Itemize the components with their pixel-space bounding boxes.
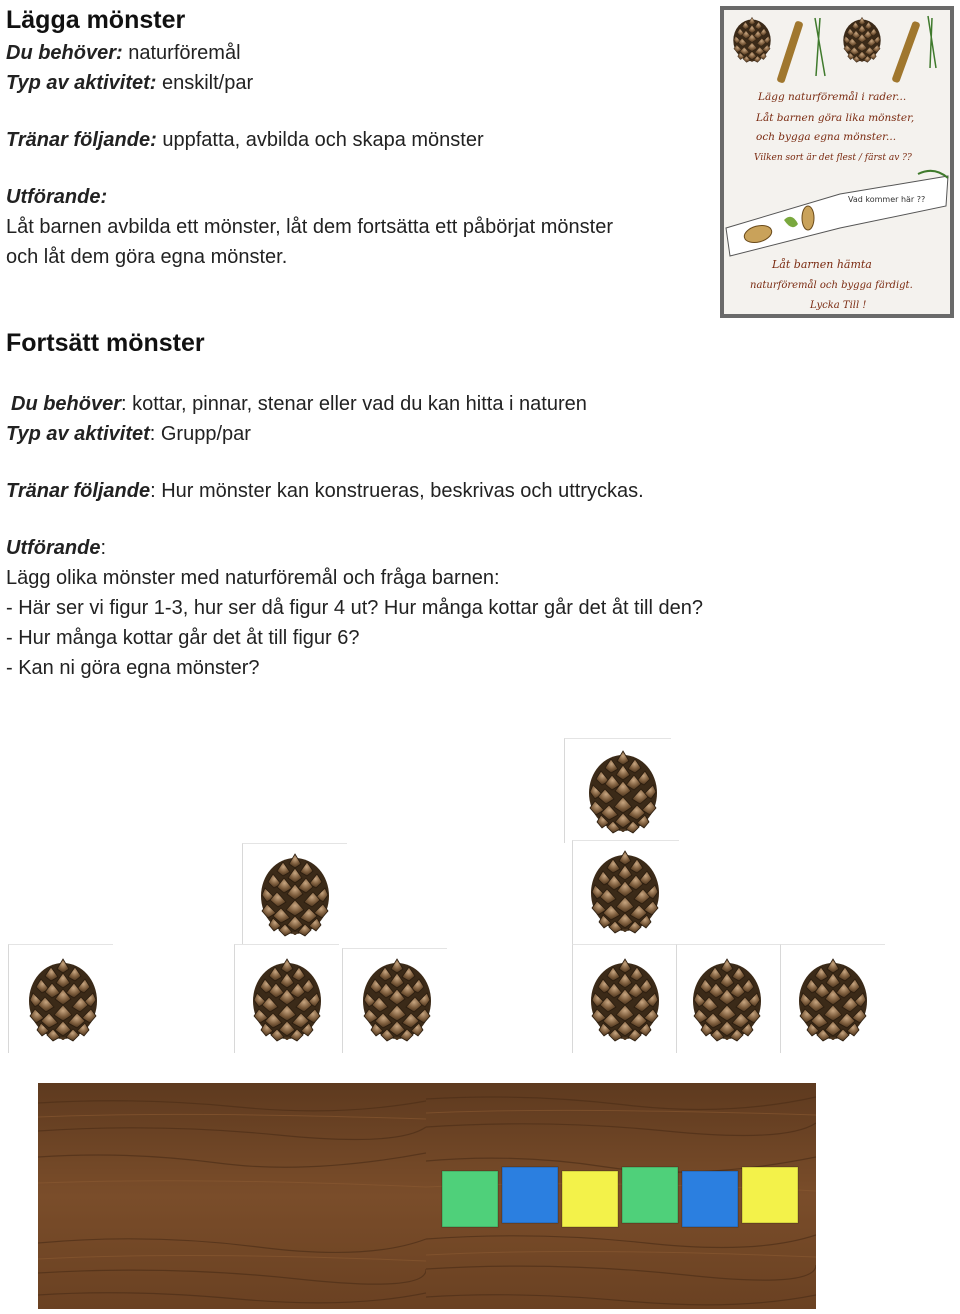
trains-value: uppfatta, avbilda och skapa mönster xyxy=(156,129,484,151)
pine-cone-icon xyxy=(255,848,335,940)
section2-trains xyxy=(6,476,644,506)
poster-line-4: Vilken sort är det flest / färst av ?? xyxy=(754,153,912,163)
cone-card xyxy=(572,944,677,1053)
trains-value: : Hur mönster kan konstrueras, beskrivas och uttryckas. xyxy=(150,480,644,502)
section1-exec-line: Låt barnen avbilda ett mönster, låt dem fortsätta ett påbörjat mönster xyxy=(6,216,614,238)
type-value: : Grupp/par xyxy=(149,423,251,445)
section2-exec-line: Lägg olika mönster med naturföremål och fråga barnen: xyxy=(6,567,500,589)
activity-poster-image xyxy=(720,6,954,318)
section2-needs xyxy=(11,389,587,419)
trains-label: Tränar följande xyxy=(6,480,151,502)
section2-exec-line: - Hur många kottar går det åt till figur 6? xyxy=(6,627,360,649)
section1-type xyxy=(6,68,253,98)
needs-label: Du behöver xyxy=(11,393,122,415)
section2-exec-label: Utförande: xyxy=(6,537,107,559)
poster-line-8: Lycka Till ! xyxy=(810,300,867,311)
cone-card xyxy=(676,944,781,1053)
section2-type xyxy=(6,419,251,449)
poster-line-6: Låt barnen hämta xyxy=(772,258,872,271)
pine-cone-icon xyxy=(687,953,767,1045)
type-label: Typ av aktivitet: xyxy=(6,72,157,94)
type-value: enskilt/par xyxy=(156,72,254,94)
pine-cone-icon xyxy=(247,953,327,1045)
needs-label: Du behöver: xyxy=(6,42,123,64)
cone-card xyxy=(780,944,885,1053)
tile-pattern-photo-left xyxy=(38,1083,426,1309)
section2-exec-line: - Här ser vi figur 1-3, hur ser då figur 4 ut? Hur många kottar går det åt till den? xyxy=(6,597,703,619)
section1-trains xyxy=(6,125,484,155)
section1-exec-line: och låt dem göra egna mönster. xyxy=(6,246,288,268)
needs-value: naturföremål xyxy=(122,42,241,64)
cone-card xyxy=(8,944,113,1053)
tile-yellow xyxy=(742,1167,798,1223)
pine-cone-icon xyxy=(585,845,665,937)
tile-blue xyxy=(682,1171,738,1227)
tile-green xyxy=(622,1167,678,1223)
cone-card xyxy=(242,843,347,944)
poster-line-5: Vad kommer här ?? xyxy=(848,195,926,204)
pine-cone-icon xyxy=(793,953,873,1045)
cone-card xyxy=(342,948,447,1053)
cone-card xyxy=(234,944,339,1053)
poster-line-3: och bygga egna mönster... xyxy=(756,131,897,143)
pine-cone-icon xyxy=(23,953,103,1045)
section1-needs xyxy=(6,38,241,68)
pine-cone-icon xyxy=(583,745,663,837)
type-label: Typ av aktivitet xyxy=(6,423,150,445)
tile-yellow xyxy=(562,1171,618,1227)
section1-title: Lägga mönster xyxy=(6,6,186,34)
pine-cone-icon xyxy=(357,953,437,1045)
poster-line-1: Lägg naturföremål i rader... xyxy=(758,91,907,103)
tile-blue xyxy=(502,1167,558,1223)
trains-label: Tränar följande: xyxy=(6,129,157,151)
tile-green xyxy=(442,1171,498,1227)
cone-card xyxy=(564,738,671,843)
needs-value: : kottar, pinnar, stenar eller vad du kan hitta i naturen xyxy=(121,393,587,415)
pine-cone-icon xyxy=(585,953,665,1045)
poster-line-2: Låt barnen göra lika mönster, xyxy=(756,112,915,124)
section2-exec-line: - Kan ni göra egna mönster? xyxy=(6,657,260,679)
cone-card xyxy=(572,840,679,945)
tile-pattern-photo-right xyxy=(426,1083,816,1309)
section1-exec-label: Utförande: xyxy=(6,186,108,208)
section2-title: Fortsätt mönster xyxy=(6,329,205,357)
poster-line-7: naturföremål och bygga färdigt. xyxy=(750,280,913,291)
